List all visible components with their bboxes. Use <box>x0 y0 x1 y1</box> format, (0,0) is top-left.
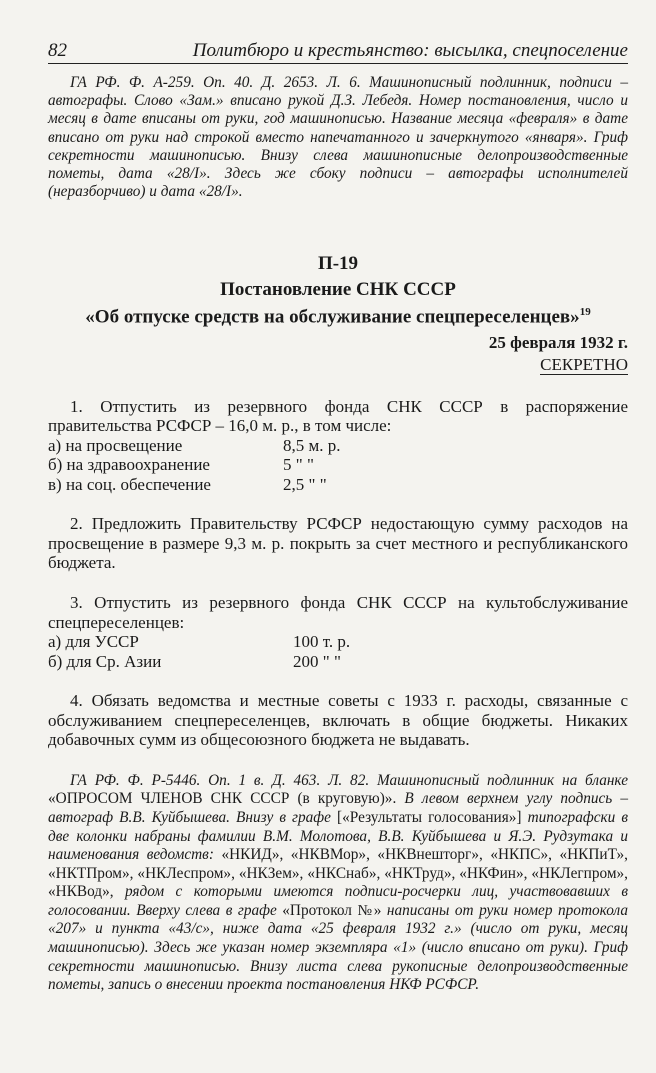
document-number: П-19 <box>317 253 359 275</box>
previous-document-archive-note: ГА РФ. Ф. А-259. Оп. 40. Д. 2653. Л. 6. Машинописный подлинник, подписи – автографы. Слово «Зам.» вписано рукой Д.З. Лебедя. Номер постановления, число и месяц в дате вписаны от руки, год машинописью. Название месяца «февраля» в дате вписано от руки над строкой вместо напечатанного и зачеркнутого «января». Гриф секретности машинописью. Внизу слева машинописные делопроизводственные пометы, дата «28/I». Здесь же сбоку подписи – автографы исполнителей (неразборчиво) и дата «28/I». <box>48 74 628 201</box>
list-item: а) для УССР 100 т. р. <box>48 632 351 652</box>
item-3-subitems <box>48 632 628 671</box>
item-2: 2. Предложить Правительству РСФСР недостающую сумму расходов на просвещение в размере 9,3 м. р. покрыть за счет местного и республиканского бюджета. <box>48 514 628 573</box>
list-item: б) на здравоохранение 5 " " <box>48 455 314 475</box>
document-date: 25 февраля 1932 г. <box>488 332 628 352</box>
page-number: 82 <box>48 40 67 61</box>
list-item: в) на соц. обеспечение 2,5 " " <box>48 474 327 494</box>
title-line-1: Постановление СНК СССР <box>220 279 456 301</box>
list-item: а) на просвещение 8,5 м. р. <box>48 435 341 455</box>
document-title <box>48 279 628 328</box>
footnote-reference: 19 <box>579 306 591 319</box>
item-4: 4. Обязать ведомства и местные советы с 1933 г. расходы, связанные с обслуживанием спецпереселенцев, включать в общие бюджеты. Никаких добавочных сумм из общесоюзного бюджета не выдавать. <box>48 690 628 750</box>
running-title: Политбюро и крестьянство: высылка, спецпоселение <box>192 40 628 61</box>
running-header <box>48 40 628 64</box>
item-1-subitems <box>48 436 628 494</box>
archive-note: ГА РФ. Ф. Р-5446. Оп. 1 в. Д. 463. Л. 82. Машинописный подлинник на бланке «ОПРОСОМ ЧЛЕНОВ СНК СССР (в круговую)». В левом верхнем углу подпись – автограф В.В. Куйбышева. Внизу в графе [«Результаты голосования»] типографски в две колонки набраны фамилии В.М. Молотова, В.В. Куйбышева и Я.Э. Рудзутака и наименования ведомств: «НКИД», «НКВМор», «НКВнешторг», «НКПС», «НКПиТ», «НКТПром», «НКЛеспром», «НКЗем», «НКСнаб», «НКТруд», «НКФин», «НКЛегпром», «НКВод», рядом с которыми имеются подписи-росчерки лиц, участвовавших в голосовании. Вверху слева в графе «Протокол №» написаны от руки номер протокола «207» и пункта «43/с», ниже дата «25 февраля 1932 г.» (число от руки, месяц машинописью). Здесь же указан номер экземпляра «1» (число вписано от руки). Гриф секретности машинописью. Внизу листа слева рукописные делопроизводственные пометы, запись о внесении проекта постановления НКФ РСФСР. <box>48 771 629 994</box>
item-1: 1. Отпустить из резервного фонда СНК СССР в распоряжение правительства РСФСР – 16,0 м. р., в том числе: <box>48 396 628 436</box>
title-line-2: «Об отпуске средств на обслуживание спецпереселенцев»$^{19}$ <box>85 306 591 328</box>
secrecy-stamp: СЕКРЕТНО <box>540 354 628 374</box>
list-item: б) для Ср. Азии 200 " " <box>48 651 341 671</box>
document-page <box>48 40 628 1010</box>
item-3: 3. Отпустить из резервного фонда СНК СССР на культобслуживание спецпереселенцев: <box>48 592 628 632</box>
